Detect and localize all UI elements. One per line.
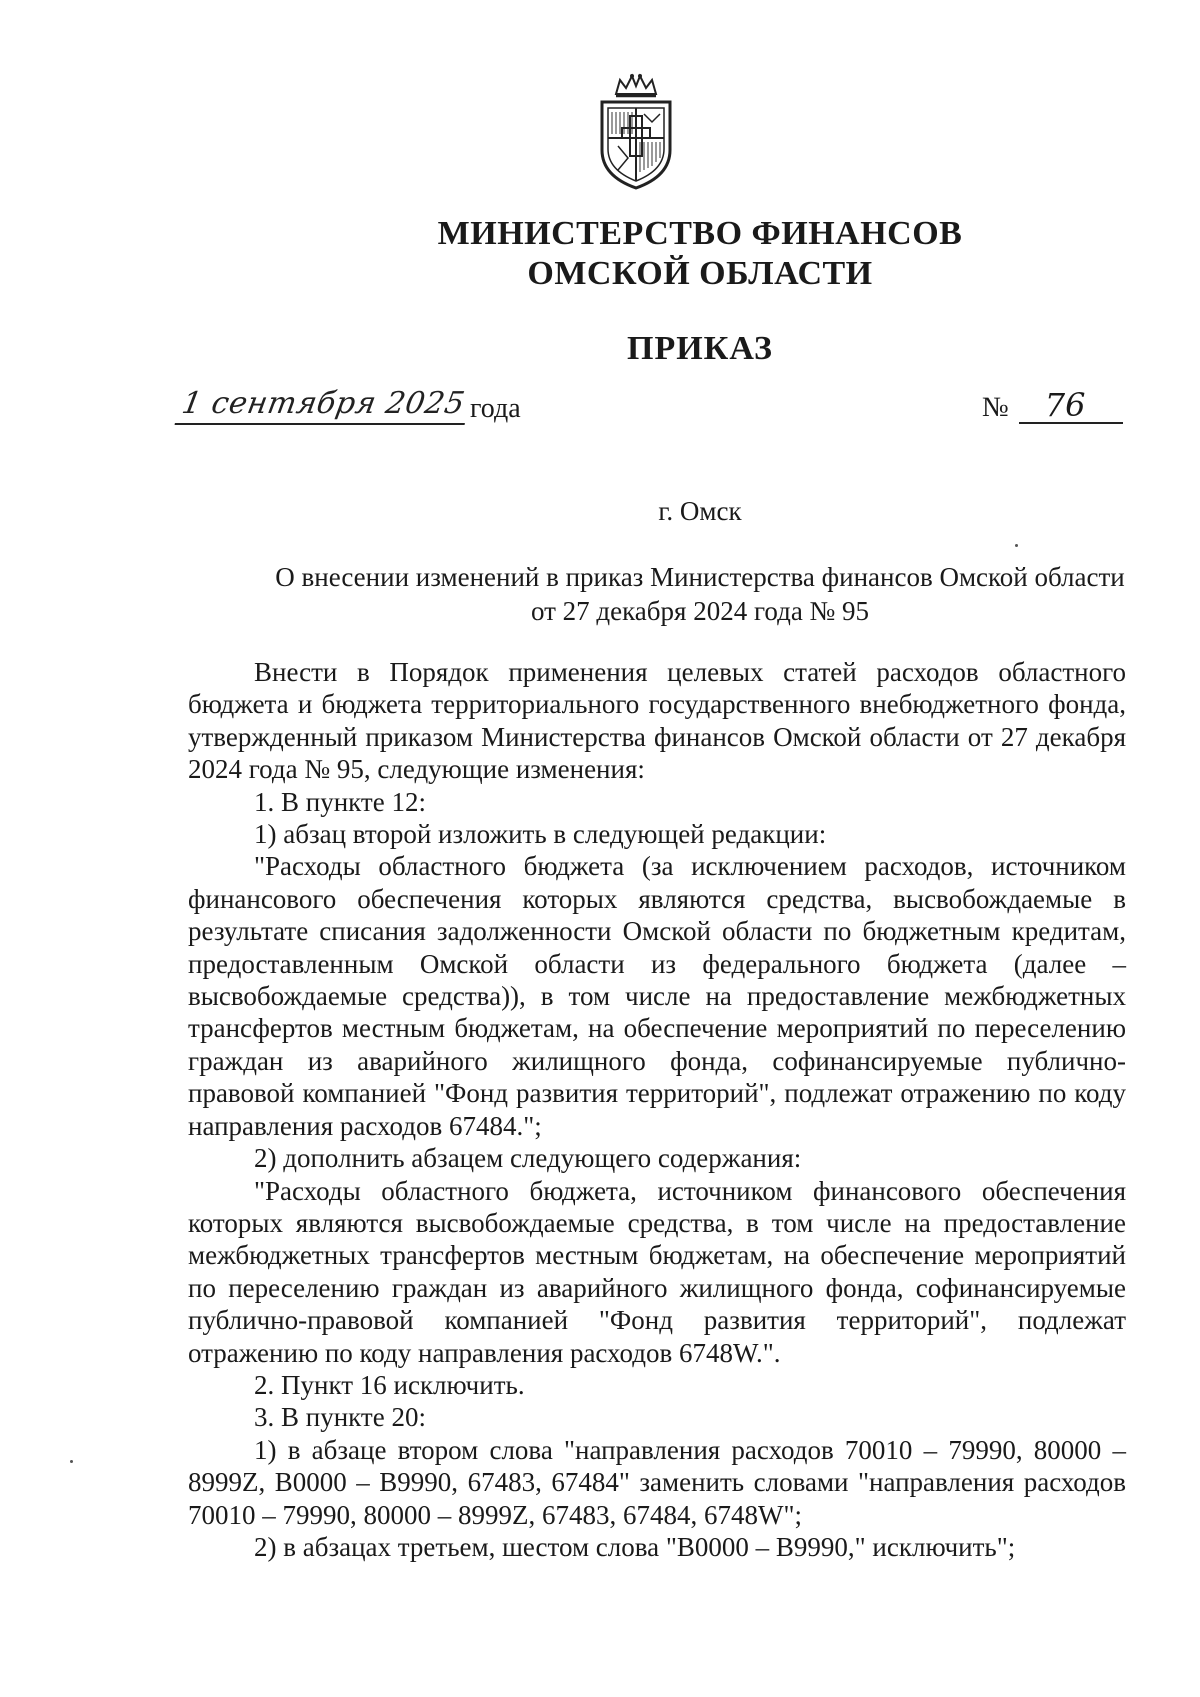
body-paragraph: 1. В пункте 12: [254,786,426,817]
order-subject [100,560,1200,628]
body-paragraph: 1) абзац второй изложить в следующей редакции: [254,819,827,850]
order-date [178,386,521,425]
ministry-name-line-1: МИНИСТЕРСТВО ФИНАНСОВ [437,215,963,252]
city-label: г. Омск [658,496,742,526]
body-paragraph: 3. В пункте 20: [254,1402,426,1433]
omsk-coat-of-arms-icon [594,72,678,192]
scan-speck [70,1460,73,1463]
handwritten-number: 76 [1019,388,1123,424]
body-paragraph: 2) дополнить абзацем следующего содержания: [254,1143,802,1174]
body-paragraph: 2. Пункт 16 исключить. [254,1369,525,1400]
order-number [982,388,1123,424]
document-type-title: ПРИКАЗ [627,330,773,367]
body-paragraph: 2) в абзацах третьем, шестом слова "B0000 – B9990," исключить"; [254,1531,1016,1562]
scan-speck [1015,544,1018,547]
order-body [188,656,1126,1563]
subject-line-2: от 27 декабря 2024 года № 95 [530,596,870,626]
date-suffix: года [470,393,521,424]
body-paragraph: 1) в абзаце втором слова "направления расходов 70010 – 79990, 80000 – 8999Z, B0000 – B9990, 67483, 67484" заменить словами "направления расходов 70010 – 79990, 80000 – 8999Z, 67483, 67484, 6748W"; [188,1434,1126,1530]
ministry-name-line-2: ОМСКОЙ ОБЛАСТИ [527,255,873,292]
number-label: № [982,392,1009,423]
body-paragraph: Внести в Порядок применения целевых статей расходов областного бюджета и бюджета территориального государственного внебюджетного фонда, утвержденный приказом Министерства финансов Омской области от 27 декабря 2024 года № 95, следующие изменения: [188,657,1126,785]
body-paragraph: "Расходы областного бюджета (за исключением расходов, источником финансового обеспечения которых являются средства, высвобождаемые в результате списания задолженности Омской области по бюджетным кредитам, предоставленным Омской области из федерального бюджета (далее – высвобождаемые средства)), в том числе на предоставление межбюджетных трансфертов местным бюджетам, на обеспечение мероприятий по переселению граждан из аварийного жилищного фонда, софинансируемые публично-правовой компанией "Фонд развития территорий", подлежат отражению по коду направления расходов 67484."; [188,851,1126,1141]
body-paragraph: "Расходы областного бюджета, источником финансового обеспечения которых являются высвобождаемые средства, в том числе на предоставление межбюджетных трансфертов местным бюджетам, на обеспечение мероприятий по переселению граждан из аварийного жилищного фонда, софинансируемые публично-правовой компанией "Фонд развития территорий", подлежат отражению по коду направления расходов 6748W.". [188,1175,1126,1368]
handwritten-date: 1 сентября 2025 [175,386,472,425]
subject-line-1: О внесении изменений в приказ Министерства финансов Омской области [275,562,1125,592]
